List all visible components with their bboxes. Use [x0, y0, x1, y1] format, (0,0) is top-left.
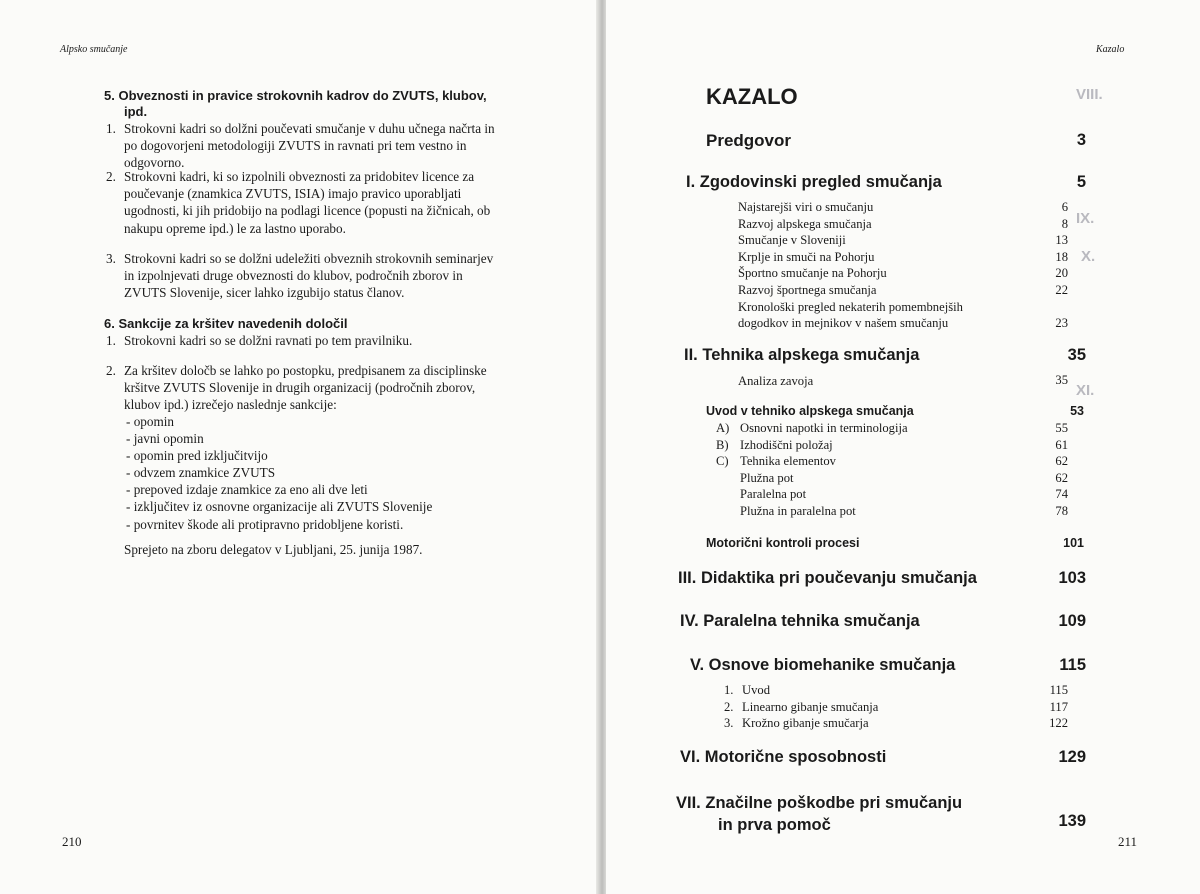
toc-entry: Razvoj športnega smučanja	[738, 282, 877, 297]
bleed-through-text: VIII.	[1076, 86, 1103, 103]
section-5-item-2: 2. Strokovni kadri, ki so izpolnili obveznosti za pridobitev licence za poučevanje (znamkica ZVUTS, ISIA) imajo pravico uporabljati ugodnosti, ki jih pridobijo na podlagi licence (popusti na žičnicah, ob nakupu opreme ipd.) le za lastno uporabo.	[106, 169, 491, 236]
toc-entry: Najstarejši viri o smučanju	[738, 200, 874, 214]
section-6-heading: 6. Sankcije za kršitev navedenih določil	[104, 316, 348, 331]
toc-entry: Krplje in smuči na Pohorju	[738, 249, 875, 264]
toc-uvod-page: 53	[1070, 404, 1084, 418]
section-6-item-1: 1. Strokovni kadri so se dolžni ravnati po tem pravilniku.	[106, 333, 413, 348]
toc-entry: dogodkov in mejnikov v našem smučanju	[738, 316, 949, 331]
toc-entry: Plužna in paralelna pot	[740, 503, 856, 518]
toc-chapter-4: IV. Paralelna tehnika smučanja	[680, 612, 920, 630]
list-item: - opomin	[126, 413, 432, 430]
toc-predgovor: Predgovor	[706, 131, 792, 150]
toc-chapter-5-page: 115	[1059, 656, 1086, 674]
toc-entry: Smučanje v Sloveniji	[738, 233, 846, 248]
toc-predgovor-page: 3	[1076, 131, 1086, 149]
toc-entries-ch5	[742, 682, 878, 732]
toc-entry: Kronološki pregled nekaterih pomembnejših	[738, 299, 963, 314]
toc-entries-ch1	[738, 199, 963, 332]
toc-chapter-6: VI. Motorične sposobnosti	[680, 748, 887, 766]
list-item: - odvzem znamkice ZVUTS	[126, 464, 432, 481]
toc-chapter-1-page: 5	[1076, 173, 1086, 191]
bleed-through-text: IX.	[1076, 210, 1095, 227]
toc-chapter-4-page: 109	[1058, 612, 1086, 630]
toc-entry: Uvod	[742, 683, 770, 697]
toc-entry: Športno smučanje na Pohorju	[738, 266, 887, 281]
toc-chapter-3: III. Didaktika pri poučevanju smučanja	[678, 569, 977, 587]
section-5-item-1: 1. Strokovni kadri so dolžni poučevati smučanje v duhu učnega načrta in po dogovorjeni metodologiji ZVUTS in ravnati pri tem vestno in odgovorno.	[106, 121, 495, 171]
left-page	[0, 0, 598, 894]
toc-entry: Tehnika elementov	[740, 454, 836, 469]
list-item: - prepoved izdaje znamkice za eno ali dve leti	[126, 481, 432, 498]
section-6-item-2: 2. Za kršitev določb se lahko po postopku, predpisanem za disciplinske kršitve ZVUTS Slovenije in drugih organizacij (področnih zborov, klubov ipd.) izrečejo naslednje sankcije:	[106, 363, 487, 413]
toc-chapter-1: I. Zgodovinski pregled smučanja	[686, 173, 942, 191]
running-head-right: Kazalo	[1096, 44, 1125, 55]
bleed-through-text: X.	[1081, 248, 1096, 265]
page-title: KAZALO	[706, 84, 798, 109]
toc-chapter-2-page: 35	[1067, 346, 1086, 364]
toc-entry: Analiza zavoja	[738, 374, 814, 388]
toc-pages-ch1: 6 8 13 18 20 22 23	[1055, 200, 1068, 331]
toc-motoricni-page: 101	[1063, 536, 1084, 550]
list-item: - povrnitev škode ali protipravno pridobljene koristi.	[126, 516, 432, 533]
toc-chapter-6-page: 129	[1058, 748, 1086, 766]
toc-chapter-7: VII. Značilne poškodbe pri smučanju in prva pomoč	[676, 794, 963, 834]
closing-note: Sprejeto na zboru delegatov v Ljubljani, 25. junija 1987.	[124, 542, 423, 557]
toc-chapter-2: II. Tehnika alpskega smučanja	[684, 346, 920, 364]
toc-entry: Plužna pot	[740, 470, 794, 485]
toc-entry: Osnovni napotki in terminologija	[740, 421, 908, 435]
toc-entry: Razvoj alpskega smučanja	[738, 216, 872, 231]
toc-entry: Izhodiščni položaj	[740, 437, 833, 452]
toc-pages-ch5: 115 117 122	[1049, 683, 1068, 731]
right-page	[606, 0, 1200, 894]
bleed-through-text: XI.	[1076, 382, 1095, 399]
toc-uvod: Uvod v tehniko alpskega smučanja	[706, 404, 914, 418]
toc-pages-uvod: 55 61 62 62 74 78	[1055, 421, 1068, 518]
list-item: - javni opomin	[126, 430, 432, 447]
sanctions-list	[126, 413, 432, 533]
toc-entry: Paralelna pot	[740, 487, 807, 502]
toc-entry-page: 35	[1055, 373, 1068, 387]
page-number-left: 210	[62, 834, 82, 849]
toc-entry: Linearno gibanje smučanja	[742, 699, 879, 714]
section-5-heading: 5. Obveznosti in pravice strokovnih kadrov do ZVUTS, klubov, ipd.	[104, 88, 487, 119]
toc-chapter-5: V. Osnove biomehanike smučanja	[690, 656, 956, 674]
toc-chapter-7-page: 139	[1058, 812, 1086, 830]
running-head-left: Alpsko smučanje	[60, 44, 128, 55]
section-5-item-3: 3. Strokovni kadri so se dolžni udeležiti obveznih strokovnih seminarjev in izpolnjevati druge obveznosti do klubov, področnih zborov in ZVUTS Slovenije, sicer lahko izgubijo status članov.	[106, 251, 494, 301]
list-item: - izključitev iz osnovne organizacije ali ZVUTS Slovenije	[126, 498, 432, 515]
toc-entries-uvod	[740, 420, 908, 520]
list-item: - opomin pred izključitvijo	[126, 447, 432, 464]
page-number-right: 211	[1118, 834, 1138, 849]
toc-motoricni: Motorični kontroli procesi	[706, 536, 860, 550]
toc-markers-ch5: 1. 2. 3.	[724, 683, 734, 731]
toc-chapter-3-page: 103	[1058, 569, 1086, 587]
toc-entry: Krožno gibanje smučarja	[742, 716, 869, 731]
toc-markers-uvod: A) B) C)	[716, 421, 730, 469]
